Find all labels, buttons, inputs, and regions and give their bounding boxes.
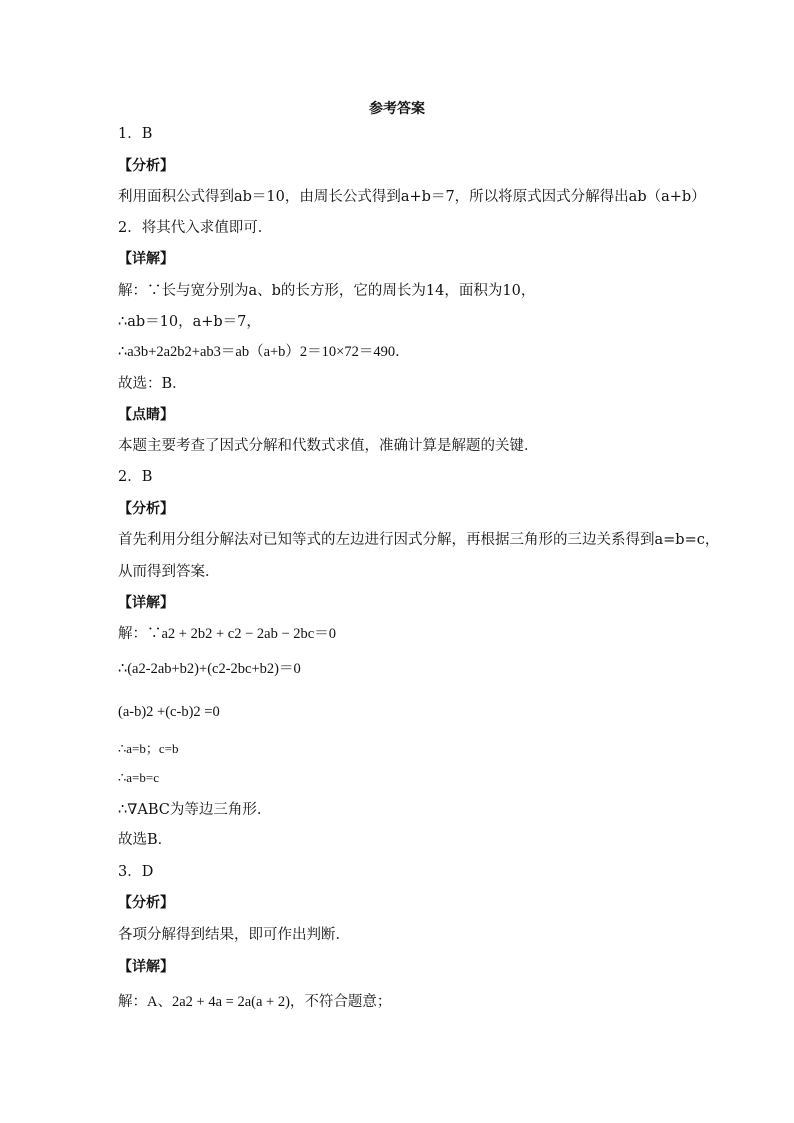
q1-detail-label: 【详解】 xyxy=(118,251,174,267)
q1-solution-line4: 故选：B． xyxy=(118,376,187,392)
q2-solution-line5: ∴a=b=c xyxy=(118,770,159,785)
q3-analysis-text: 各项分解得到结果，即可作出判断． xyxy=(118,927,350,943)
q3-analysis-label: 【分析】 xyxy=(118,895,174,911)
q2-analysis-line1: 首先利用分组分解法对已知等式的左边进行因式分解，再根据三角形的三边关系得到a=b=c， xyxy=(118,532,720,548)
q1-solution-line2: ∴ab＝10，a+b＝7， xyxy=(118,314,261,330)
q3-answer: 3．D xyxy=(118,864,154,880)
q2-solution-line1: 解：∵a2 + 2b2 + c2 − 2ab − 2bc＝0 xyxy=(118,626,336,642)
q1-analysis-line2: 2．将其代入求值即可． xyxy=(118,220,273,236)
q1-answer: 1．B xyxy=(118,126,153,142)
q3-solution-line1: 解：A、2a2 + 4a = 2a(a + 2)，不符合题意； xyxy=(118,994,392,1010)
q2-analysis-label: 【分析】 xyxy=(118,501,174,517)
q2-solution-line4: ∴a=b；c=b xyxy=(118,741,179,756)
q1-solution-line3: ∴a3b+2a2b2+ab3＝ab（a+b）2＝10×72＝490． xyxy=(118,344,410,360)
q1-analysis-label: 【分析】 xyxy=(118,158,174,174)
q2-analysis-line2: 从而得到答案． xyxy=(118,564,220,580)
q2-solution-line6: ∴∇ABC为等边三角形． xyxy=(118,802,272,818)
q2-solution-line2: ∴(a2-2ab+b2)+(c2-2bc+b2)＝0 xyxy=(118,661,301,677)
q2-answer: 2．B xyxy=(118,469,153,485)
q2-solution-line3: (a-b)2 +(c-b)2 =0 xyxy=(118,704,220,720)
q2-detail-label: 【详解】 xyxy=(118,595,174,611)
q1-solution-line1: 解：∵长与宽分别为a、b的长方形，它的周长为14，面积为10， xyxy=(118,283,536,299)
q2-solution-line7: 故选B． xyxy=(118,832,173,848)
page-title: 参考答案 xyxy=(369,101,425,117)
q1-comment-label: 【点睛】 xyxy=(118,407,174,423)
q1-analysis-line1: 利用面积公式得到ab＝10，由周长公式得到a+b＝7，所以将原式因式分解得出ab（a+b） xyxy=(118,189,706,205)
q1-comment-text: 本题主要考查了因式分解和代数式求值，准确计算是解题的关键． xyxy=(118,438,539,454)
q3-detail-label: 【详解】 xyxy=(118,959,174,975)
